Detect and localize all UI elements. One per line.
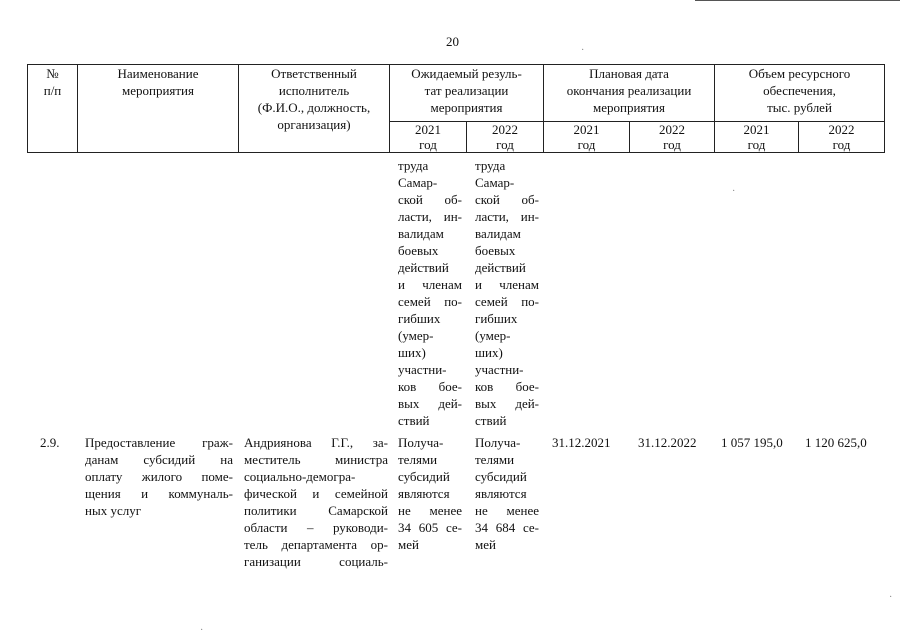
text-line: 34 684 се- [475, 520, 539, 535]
row-volume-2021: 1 057 195,0 [721, 435, 783, 450]
text-line: ков бое- [398, 379, 462, 394]
text-line: ганизации социаль- [244, 554, 388, 569]
header-sub-volume-2022: 2022 год [799, 122, 885, 153]
text-line: (умер- [398, 328, 434, 343]
text-line: являются [475, 486, 527, 501]
text-line: действий [398, 260, 449, 275]
header-sub-date-2021: 2021 год [544, 122, 630, 153]
text-line: ных услуг [85, 503, 142, 518]
text-line: ласти, ин- [398, 209, 462, 224]
text-line: гибших [398, 311, 441, 326]
text-line: ской об- [475, 192, 539, 207]
text-line: данам субсидий на [85, 452, 233, 467]
text-line: валидам [475, 226, 521, 241]
header-sub-result-2022: 2022 год [467, 122, 544, 153]
text-line: Самар- [475, 175, 515, 190]
scan-speck: · [581, 45, 585, 56]
text-line: мей [398, 537, 419, 552]
text-line: ласти, ин- [475, 209, 539, 224]
table-header [27, 64, 885, 153]
header-col-volume: Объем ресурсного обеспечения, тыс. рублей [715, 65, 885, 122]
text-line: вых дей- [475, 396, 539, 411]
text-line: не менее [475, 503, 539, 518]
text-line: 34 605 се- [398, 520, 462, 535]
text-line: валидам [398, 226, 444, 241]
header-col-date: Плановая дата окончания реализации мероприятия [544, 65, 715, 122]
text-line: труда [475, 158, 506, 173]
row-executor [244, 434, 388, 570]
text-line: Предоставление граж- [85, 435, 233, 450]
text-line: труда [398, 158, 429, 173]
text-line: ших) [475, 345, 503, 360]
text-line: субсидий [475, 469, 527, 484]
text-line: вых дей- [398, 396, 462, 411]
text-line: являются [398, 486, 450, 501]
continuation-result-2022 [475, 157, 539, 429]
header-col-executor: Ответственный исполнитель (Ф.И.О., должность, организация) [239, 65, 390, 153]
row-volume-2022: 1 120 625,0 [805, 435, 867, 450]
row-date-2022: 31.12.2022 [638, 435, 697, 450]
page-number: 20 [446, 34, 459, 49]
text-line: ков бое- [475, 379, 539, 394]
text-line: участни- [475, 362, 524, 377]
header-col-result: Ожидаемый резуль- тат реализации мероприятия [390, 65, 544, 122]
header-sub-volume-2021: 2021 год [715, 122, 799, 153]
text-line: гибших [475, 311, 518, 326]
text-line: Самар- [398, 175, 438, 190]
text-line: оплату жилого поме- [85, 469, 233, 484]
header-col-number: № п/п [28, 65, 78, 153]
continuation-result-2021 [398, 157, 462, 429]
row-number: 2.9. [40, 435, 60, 450]
row-result-2022 [475, 434, 539, 553]
text-line: телями [398, 452, 438, 467]
text-line: (умер- [475, 328, 511, 343]
text-line: Получа- [475, 435, 521, 450]
text-line: телями [475, 452, 515, 467]
header-sub-result-2021: 2021 год [390, 122, 467, 153]
row-result-2021 [398, 434, 462, 553]
top-rule [695, 0, 900, 1]
text-line: действий [475, 260, 526, 275]
text-line: участни- [398, 362, 447, 377]
text-line: семей по- [475, 294, 539, 309]
text-line: ствий [398, 413, 430, 428]
text-line: меститель министра [244, 452, 388, 467]
text-line: щения и коммуналь- [85, 486, 233, 501]
text-line: области – руководи- [244, 520, 388, 535]
text-line: не менее [398, 503, 462, 518]
text-line: мей [475, 537, 496, 552]
row-date-2021: 31.12.2021 [552, 435, 611, 450]
text-line: политики Самарской [244, 503, 388, 518]
row-name [85, 434, 233, 519]
scan-speck: · [200, 625, 204, 636]
header-col-name: Наименование мероприятия [78, 65, 239, 153]
text-line: ших) [398, 345, 426, 360]
text-line: Получа- [398, 435, 444, 450]
text-line: и членам [475, 277, 539, 292]
scan-speck: · [889, 592, 893, 603]
text-line: ской об- [398, 192, 462, 207]
text-line: ствий [475, 413, 507, 428]
text-line: семей по- [398, 294, 462, 309]
scan-speck: · [732, 186, 736, 197]
text-line: боевых [398, 243, 439, 258]
text-line: и членам [398, 277, 462, 292]
header-sub-date-2022: 2022 год [630, 122, 715, 153]
text-line: тель департамента ор- [244, 537, 388, 552]
text-line: Андриянова Г.Г., за- [244, 435, 388, 450]
text-line: субсидий [398, 469, 450, 484]
text-line: боевых [475, 243, 516, 258]
text-line: социально-демогра- [244, 469, 356, 484]
text-line: фической и семейной [244, 486, 388, 501]
